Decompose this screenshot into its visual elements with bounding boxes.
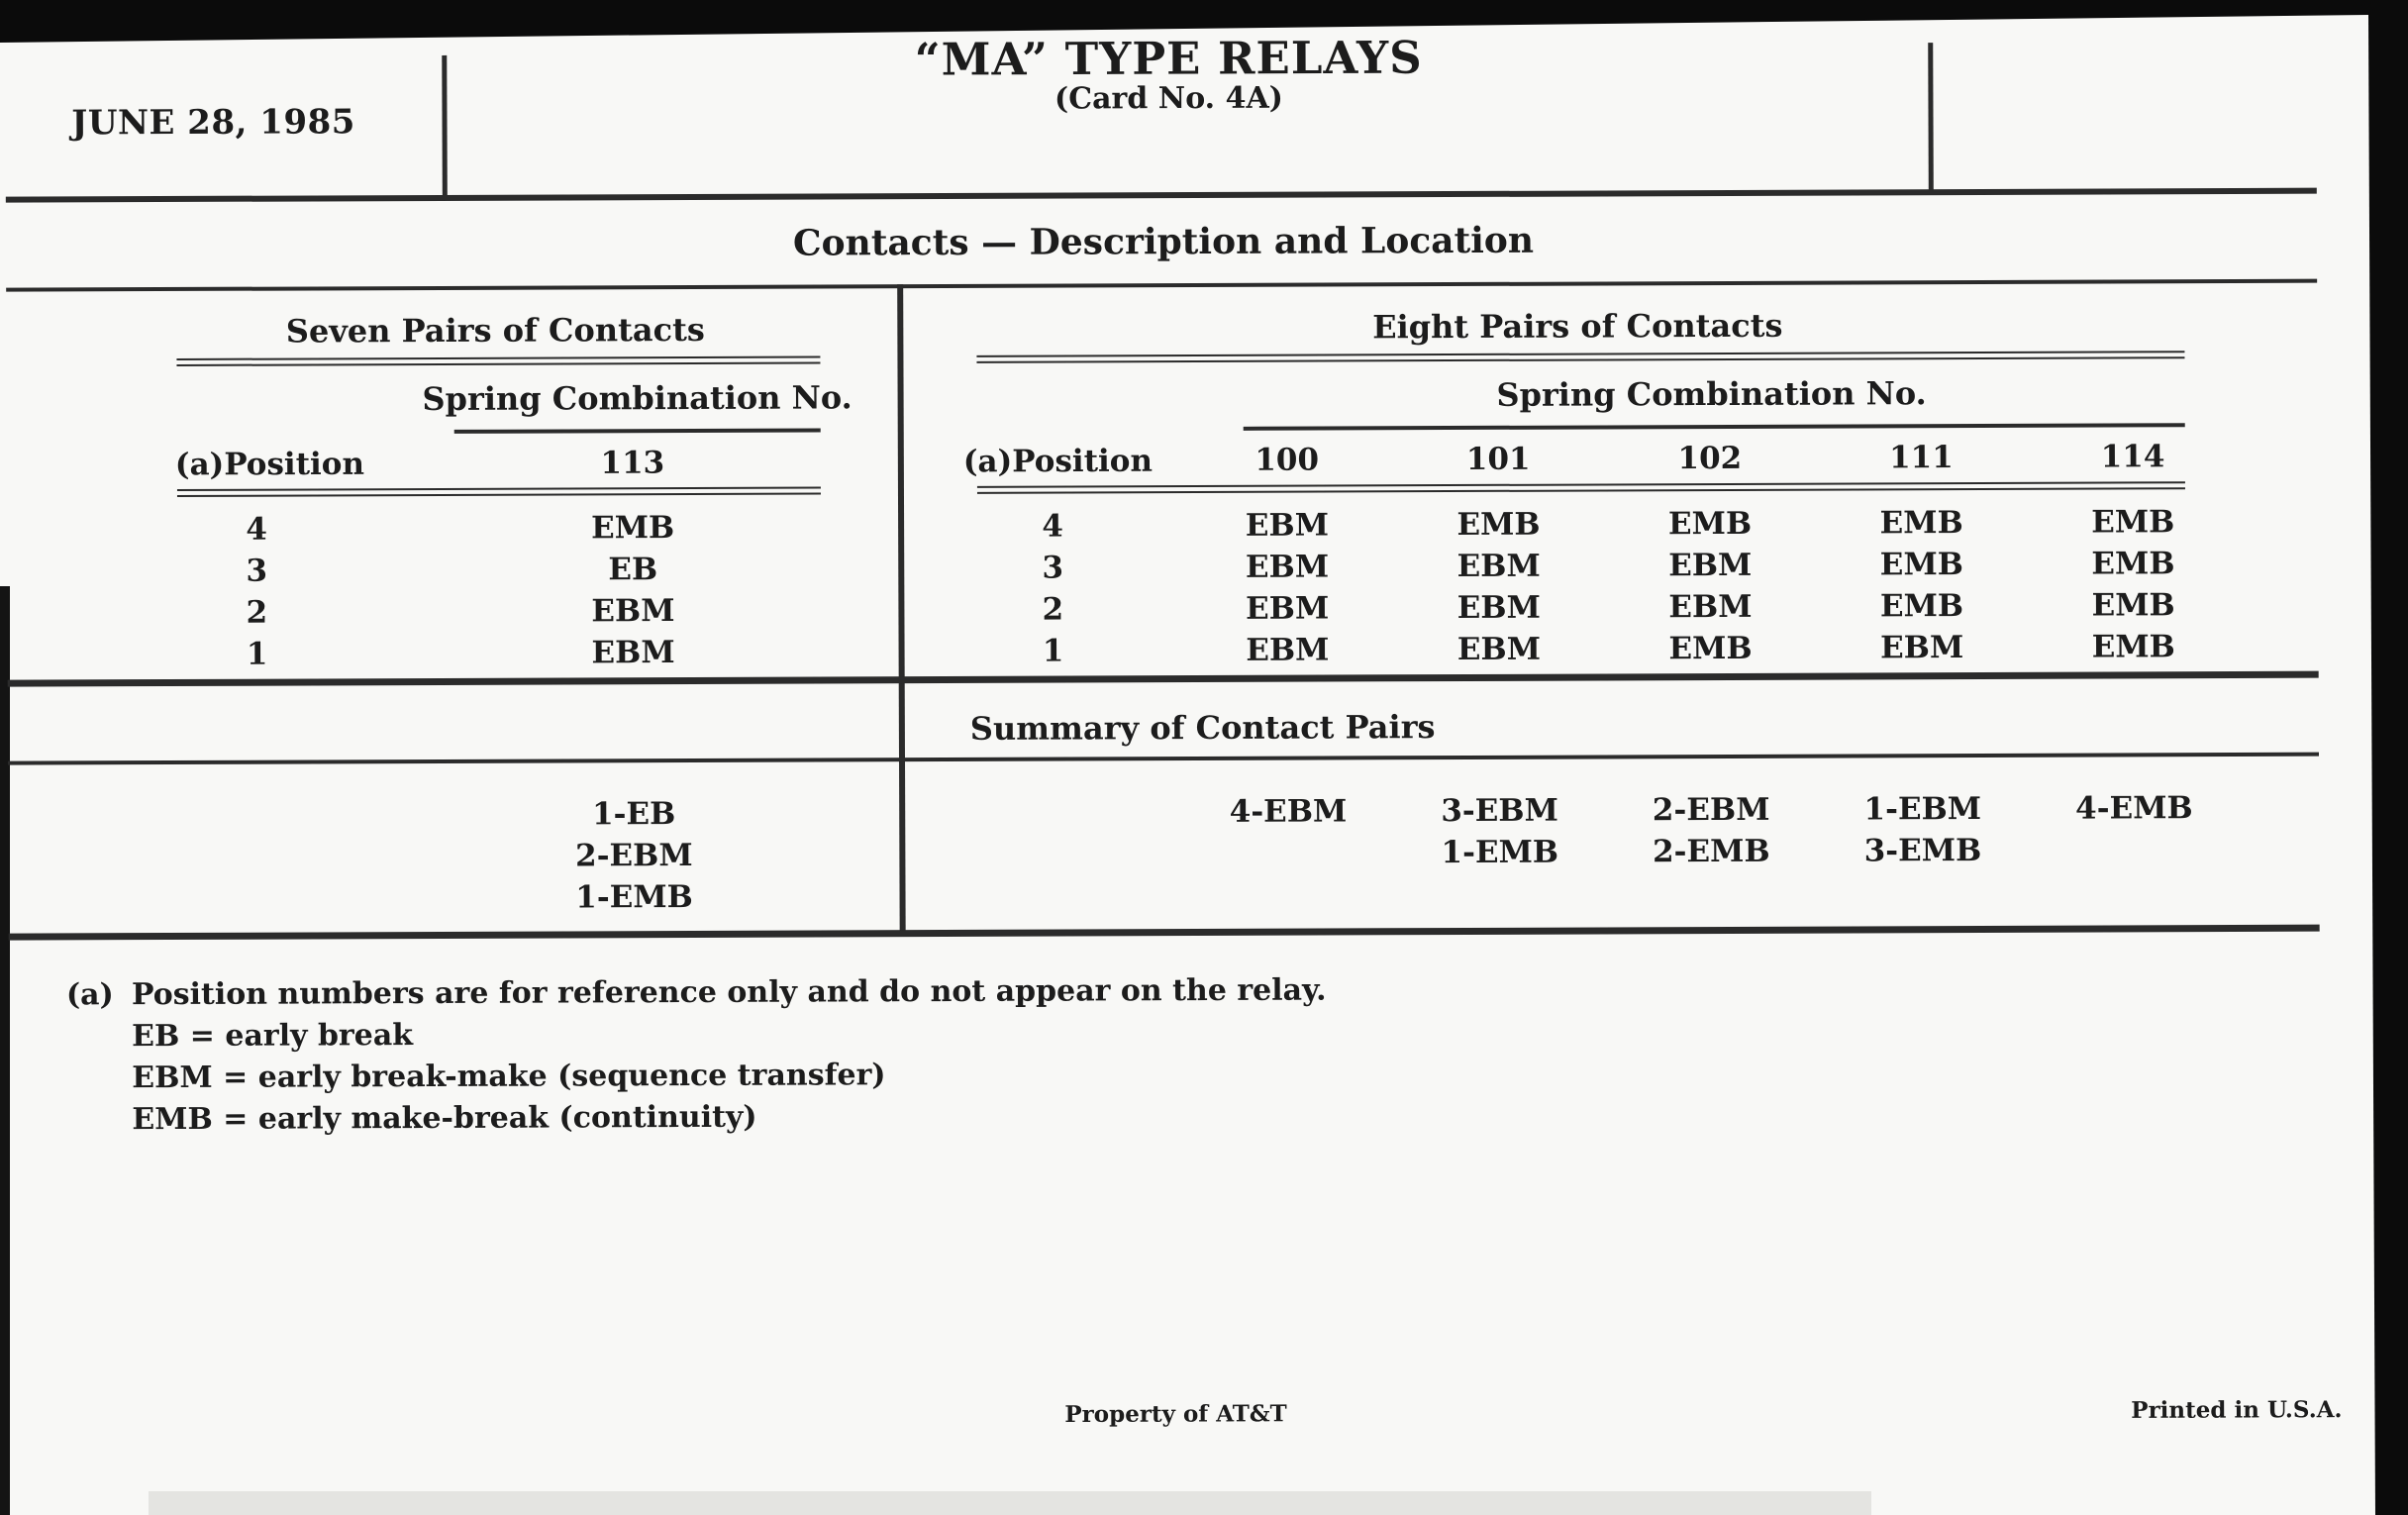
seven-pairs-values-column [450, 507, 817, 674]
eight-pairs-column-headers [1181, 436, 2239, 481]
column-header: 102 [1677, 440, 1743, 476]
summary-top-rule [8, 671, 2319, 687]
contact-cell: EMB [1668, 630, 1753, 666]
seven-pairs-column-113: 113 [600, 445, 665, 481]
contact-cell: EBM [1245, 549, 1330, 585]
summary-cell: 1-EB [592, 795, 676, 832]
summary-bottom-rule [9, 925, 2320, 941]
card-date: JUNE 28, 1985 [71, 102, 355, 144]
contact-cell: EMB [2091, 628, 2175, 665]
contact-cell: EBM [1245, 507, 1330, 544]
contact-cell: EBM [1668, 547, 1753, 583]
contact-cell: EMB [590, 509, 675, 546]
summary-cell: 3-EMB [1863, 832, 1982, 868]
footnote-line-2: EB = early break [132, 1018, 414, 1055]
seven-pairs-spring-label: Spring Combination No. [422, 378, 853, 419]
summary-cell: 3-EBM [1441, 792, 1558, 829]
position-cell: 3 [1042, 550, 1064, 586]
seven-pairs-spring-rule [454, 428, 821, 433]
seven-pairs-title: Seven Pairs of Contacts [285, 310, 705, 351]
summary-cell: 1-EMB [575, 878, 693, 915]
summary-cell: 4-EBM [1229, 792, 1348, 830]
column-header: 111 [1889, 439, 1954, 475]
summary-header-rule [8, 753, 2319, 765]
contact-cell: EBM [1456, 548, 1541, 584]
header-divider-right [1928, 43, 1934, 190]
column-header: 101 [1465, 441, 1531, 477]
summary-cell: 2-EBM [1652, 791, 1770, 828]
eight-pairs-spring-label: Spring Combination No. [1496, 374, 1927, 414]
contact-cell: EMB [1456, 506, 1541, 543]
eight-pairs-values [1181, 501, 2240, 671]
eight-pairs-summary [1182, 787, 2240, 874]
summary-cell: 4-EMB [2075, 789, 2193, 827]
contact-cell: EMB [1667, 505, 1753, 542]
footnote-marker: (a) [65, 977, 114, 1013]
eight-pairs-title: Eight Pairs of Contacts [1372, 306, 1783, 347]
position-cell: 2 [1042, 591, 1064, 628]
position-cell: 3 [246, 553, 268, 589]
contact-cell: EMB [1879, 587, 1964, 624]
contact-cell: EBM [591, 592, 675, 629]
eight-pairs-header-rule [977, 481, 2185, 494]
position-cell: 2 [246, 594, 268, 631]
column-header: 114 [2100, 438, 2165, 475]
footnote-line-1: Position numbers are for reference only and do not appear on the relay. [131, 972, 1327, 1013]
contact-cell: EMB [1879, 504, 1963, 541]
contact-cell: EBM [1668, 588, 1753, 625]
seven-pairs-position-label: (a)Position [174, 446, 365, 483]
column-header: 100 [1254, 442, 1320, 478]
position-cell: 4 [1042, 508, 1063, 545]
eight-pairs-spring-rule [1244, 423, 2185, 431]
summary-cell: 2-EBM [575, 837, 693, 873]
contact-cell: EBM [1456, 589, 1541, 626]
card-title: “MA” TYPE RELAYS [914, 31, 1423, 86]
contact-cell: EMB [2091, 545, 2175, 582]
summary-cell: 1-EMB [1441, 834, 1559, 870]
contact-cell: EBM [1246, 632, 1330, 668]
contact-cell: EBM [1456, 631, 1542, 667]
summary-title: Summary of Contact Pairs [969, 708, 1436, 748]
position-cell: 4 [246, 511, 267, 548]
seven-pairs-summary [451, 793, 817, 919]
contact-cell: EBM [591, 634, 675, 670]
summary-cell: 2-EMB [1652, 833, 1770, 869]
contact-cell: EB [608, 551, 658, 587]
section-rule [6, 279, 2317, 292]
seven-pairs-position-column [182, 508, 332, 675]
eight-pairs-position-column [963, 505, 1143, 672]
section-title: Contacts — Description and Location [792, 219, 1535, 264]
position-cell: 1 [1042, 633, 1064, 669]
seven-pairs-header-rule [177, 486, 821, 496]
contact-cell: EBM [1880, 629, 1964, 665]
header-rule [6, 188, 2317, 203]
summary-cell: 1-EBM [1863, 790, 1982, 827]
header-divider-left [442, 55, 448, 196]
eight-pairs-position-label: (a)Position [962, 443, 1154, 480]
card-number: (Card No. 4A) [1054, 80, 1283, 117]
eight-pairs-title-rule [976, 351, 2184, 363]
position-cell: 1 [246, 636, 268, 672]
footnote-line-3: EBM = early break-make (sequence transfer) [132, 1058, 886, 1096]
contact-cell: EBM [1246, 590, 1330, 627]
table-center-divider [897, 284, 906, 936]
footer-property: Property of AT&T [1064, 1400, 1287, 1429]
footer-printed: Printed in U.S.A. [2131, 1396, 2343, 1424]
seven-pairs-title-rule [176, 355, 820, 365]
footnote-line-4: EMB = early make-break (continuity) [132, 1099, 757, 1138]
contact-cell: EMB [1879, 546, 1963, 582]
contact-cell: EMB [2091, 503, 2175, 541]
contact-cell: EMB [2091, 586, 2175, 624]
